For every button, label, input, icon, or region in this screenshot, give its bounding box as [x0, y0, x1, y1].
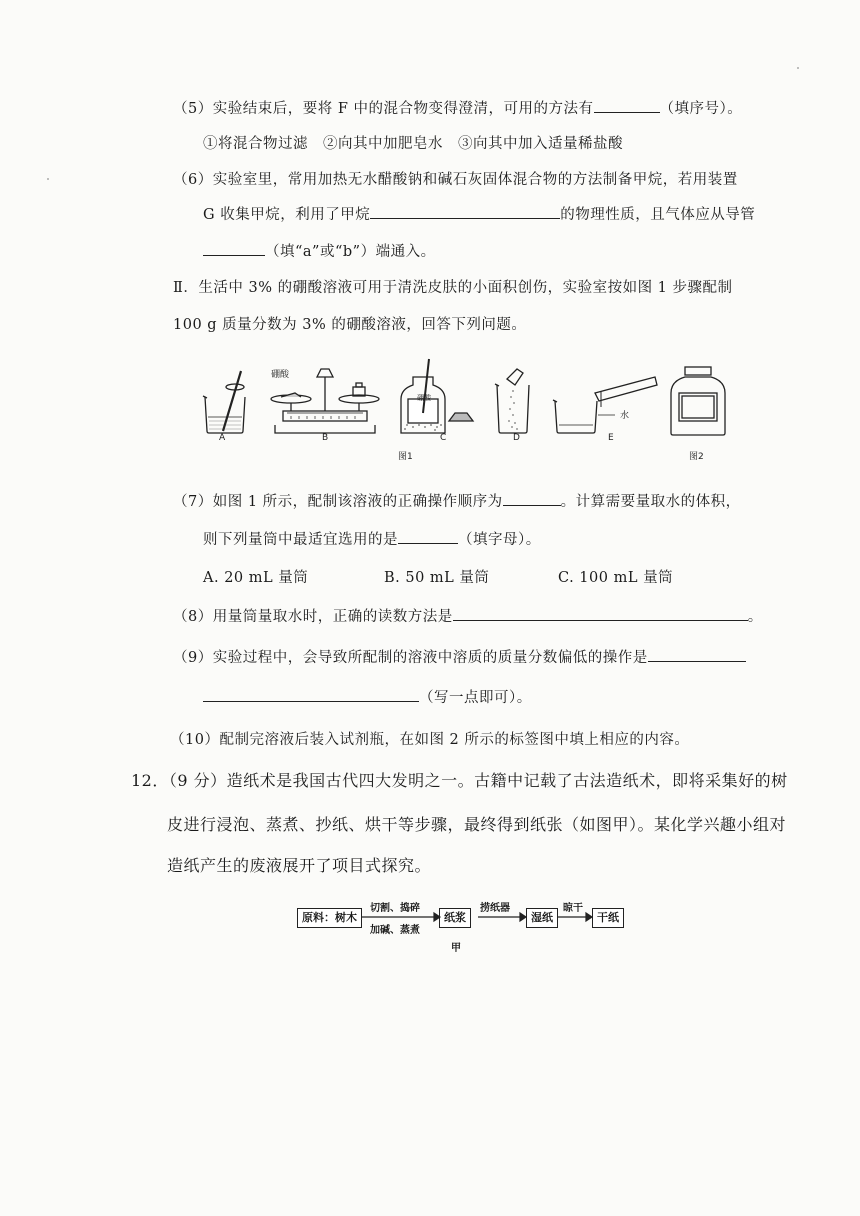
flow-step1-bottom: 加碱、蒸煮	[370, 925, 420, 936]
q6-property-blank[interactable]	[370, 206, 560, 219]
scan-speck	[797, 67, 799, 69]
q6-text-a: G 收集甲烷，利用了甲烷	[203, 207, 371, 223]
q7-order-blank[interactable]	[503, 493, 561, 506]
q6-text-c: （填“a”或“b”）端通入。	[265, 244, 436, 260]
arrow-right-icon	[520, 913, 526, 921]
q6-line1: （6）实验室里，常用加热无水醋酸钠和碱石灰固体混合物的方法制备甲烷，若用装置	[173, 172, 738, 188]
q7-text-d: （填字母）。	[458, 532, 541, 548]
q6-text-b: 的物理性质，且气体应从导管	[560, 207, 756, 223]
q7-text-b: 。计算需要量取水的体积，	[560, 494, 741, 510]
beaker-d-icon	[495, 369, 529, 433]
label-a: A	[219, 433, 226, 443]
flow-step3-label: 晾干	[563, 903, 583, 914]
q9-line2	[203, 686, 532, 707]
q5-line1	[173, 97, 742, 118]
q7-text-a: （7）如图 1 所示，配制该溶液的正确操作顺序为	[173, 494, 503, 510]
label-e: E	[608, 433, 614, 443]
bottle-label-text: 硼酸	[417, 394, 431, 402]
q12-line1: 12．（9 分）造纸术是我国古代四大发明之一。古籍中记载了古法造纸术，即将采集好的树	[131, 771, 788, 790]
part2-line2: 100 g 质量分数为 3% 的硼酸溶液，回答下列问题。	[173, 317, 527, 333]
q5-options: ①将混合物过滤 ②向其中加肥皂水 ③向其中加入适量稀盐酸	[203, 136, 623, 152]
q8-text: （8）用量筒量取水时，正确的读数方法是	[173, 609, 453, 625]
arrow-right-icon	[586, 913, 592, 921]
q9-text-b: （写一点即可）。	[419, 690, 532, 706]
reagent-bottle-c-icon	[401, 359, 473, 433]
q12-line2: 皮进行浸泡、蒸煮、抄纸、烘干等步骤，最终得到纸张（如图甲）。某化学兴趣小组对	[167, 815, 787, 834]
fig1-caption: 图1	[398, 452, 413, 462]
flow-caption: 甲	[451, 943, 461, 954]
q7-text-c: 则下列量筒中最适宜选用的是	[203, 532, 398, 548]
q7-line2	[203, 528, 541, 549]
q8-answer-blank[interactable]	[453, 608, 748, 621]
q10-line: （10）配制完溶液后装入试剂瓶，在如图 2 所示的标签图中填上相应的内容。	[170, 732, 690, 748]
q6-line2	[203, 203, 755, 224]
q7-choice-blank[interactable]	[398, 531, 458, 544]
q9-answer-blank-2[interactable]	[203, 689, 419, 702]
label-d: D	[513, 433, 520, 443]
q6-line3	[203, 240, 436, 261]
q5-text-b: （填序号）。	[659, 101, 743, 117]
beaker-a-icon	[203, 371, 245, 433]
flow-arrows	[360, 910, 600, 924]
flow-step2-label: 捞纸器	[480, 903, 510, 914]
beaker-e-icon	[553, 377, 657, 433]
q9-answer-blank-1[interactable]	[648, 649, 746, 662]
q7-option-c: C. 100 mL 量筒	[558, 570, 674, 586]
flow-dry-box: 干纸	[592, 908, 624, 928]
boric-acid-label: 硼酸	[271, 370, 290, 380]
q9-text: （9）实验过程中，会导致所配制的溶液中溶质的质量分数偏低的操作是	[173, 650, 648, 666]
q7-line1	[173, 490, 741, 511]
label-b: B	[322, 433, 329, 443]
scan-speck	[47, 178, 49, 180]
q7-option-b: B. 50 mL 量筒	[384, 570, 490, 586]
flow-wet-box: 湿纸	[526, 908, 558, 928]
label-c: C	[440, 433, 447, 443]
q8-end: 。	[747, 609, 763, 625]
q7-option-a: A. 20 mL 量筒	[203, 570, 309, 586]
water-label: 水	[620, 411, 630, 421]
q5-text-a: （5）实验结束后，要将 F 中的混合物变得澄清，可用的方法有	[173, 101, 594, 117]
fig2-caption: 图2	[689, 452, 704, 462]
q6-port-blank[interactable]	[203, 243, 265, 256]
q9-line1	[173, 646, 746, 667]
label-bottle-fig2-icon	[671, 367, 725, 435]
flow-raw-box: 原料：树木	[297, 908, 362, 928]
q5-answer-blank[interactable]	[594, 100, 660, 113]
flow-pulp-box: 纸浆	[439, 908, 471, 928]
q8-line	[173, 605, 763, 626]
flow-step1-top: 切割、捣碎	[370, 903, 420, 914]
part2-line1: Ⅱ．生活中 3% 的硼酸溶液可用于清洗皮肤的小面积创伤，实验室按如图 1 步骤配制	[173, 280, 733, 296]
q12-line3: 造纸产生的废液展开了项目式探究。	[167, 856, 432, 875]
arrow-right-icon	[434, 913, 440, 921]
